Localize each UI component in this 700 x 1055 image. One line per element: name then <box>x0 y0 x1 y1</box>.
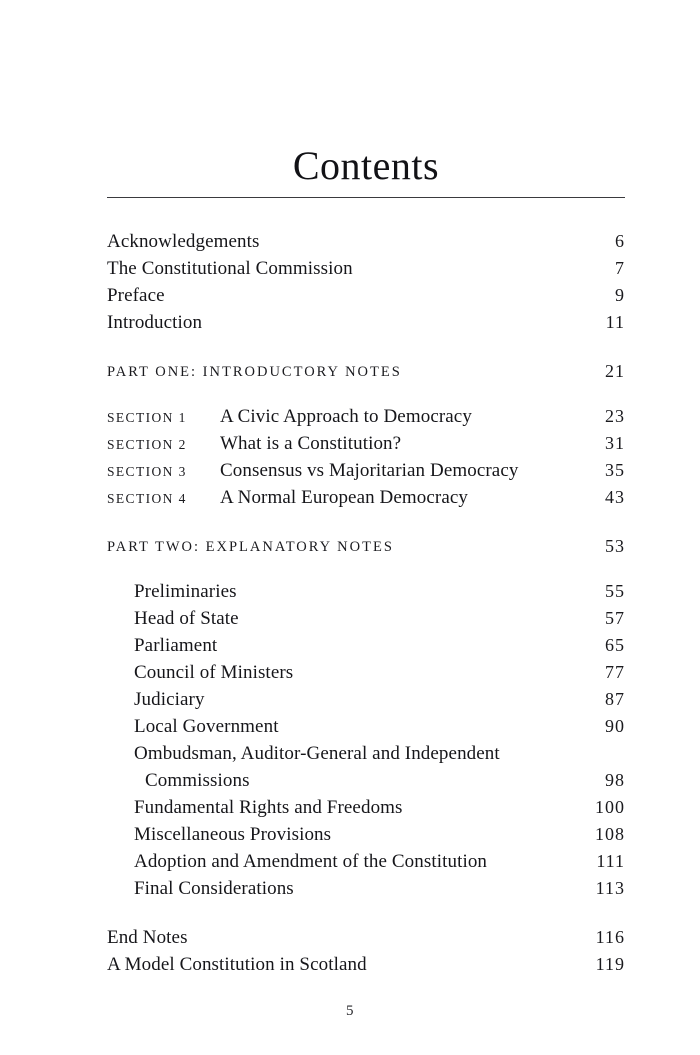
toc-entry-label: A Model Constitution in Scotland <box>107 954 367 975</box>
toc-entry-page: 9 <box>615 285 625 305</box>
toc-entry-page: 11 <box>605 312 625 332</box>
toc-entry[interactable] <box>107 951 625 978</box>
toc-section-tag: SECTION 3 <box>107 464 187 479</box>
toc-entry-page: 6 <box>615 231 625 251</box>
toc-entry-page: 116 <box>595 927 625 947</box>
toc-section-tag: SECTION 4 <box>107 491 187 506</box>
toc-entry-label: Preface <box>107 285 165 306</box>
toc-section-tag: SECTION 1 <box>107 410 187 425</box>
toc-entry-label: Head of State <box>134 608 239 629</box>
toc-entry[interactable] <box>107 605 625 632</box>
toc-entry-page: 113 <box>595 878 625 898</box>
toc-entry-page: 108 <box>595 824 625 844</box>
toc-section-entry[interactable] <box>107 403 625 430</box>
toc-section-label: Consensus vs Majoritarian Democracy <box>220 460 519 481</box>
toc-section-label: What is a Constitution? <box>220 433 402 454</box>
toc-entry[interactable] <box>107 740 625 767</box>
toc-entry[interactable] <box>107 255 625 282</box>
toc-entry-page: 77 <box>605 662 625 682</box>
toc-section-entry[interactable] <box>107 457 625 484</box>
toc-entry[interactable] <box>107 632 625 659</box>
group-spacer <box>107 902 625 924</box>
toc-entry-label: Commissions <box>145 770 250 791</box>
toc-part-label: PART ONE: INTRODUCTORY NOTES <box>107 364 402 380</box>
toc-entry[interactable] <box>107 794 625 821</box>
toc-section-entry[interactable] <box>107 484 625 511</box>
toc-entry[interactable] <box>107 821 625 848</box>
toc-entry[interactable] <box>107 578 625 605</box>
toc-entry[interactable] <box>107 659 625 686</box>
toc-entry-label: Acknowledgements <box>107 231 260 252</box>
toc-entry-label: Final Considerations <box>134 878 294 899</box>
toc-entry[interactable] <box>107 228 625 255</box>
toc-section-entry[interactable] <box>107 430 625 457</box>
toc-section-page: 43 <box>605 487 625 507</box>
group-spacer <box>107 336 625 358</box>
toc-entry[interactable] <box>107 924 625 951</box>
toc-entry-label: Parliament <box>134 635 218 656</box>
toc-section-page: 31 <box>605 433 625 453</box>
toc-entry-page: 55 <box>605 581 625 601</box>
toc-part-heading-two[interactable] <box>107 533 625 560</box>
toc-section-page: 35 <box>605 460 625 480</box>
page-title: Contents <box>292 143 440 188</box>
toc-entry[interactable] <box>107 686 625 713</box>
toc-part-page: 21 <box>605 361 625 381</box>
toc-part-page: 53 <box>605 536 625 556</box>
toc-entry[interactable] <box>107 713 625 740</box>
toc-entry-label: Judiciary <box>134 689 205 710</box>
toc-entry-page: 111 <box>596 851 625 871</box>
toc-entry[interactable] <box>107 848 625 875</box>
toc-entry-continuation[interactable] <box>107 767 625 794</box>
toc-entry[interactable] <box>107 875 625 902</box>
toc-entry-page: 98 <box>605 770 625 790</box>
toc-section-page: 23 <box>605 406 625 426</box>
toc-part-heading-one[interactable] <box>107 358 625 385</box>
toc-entry[interactable] <box>107 309 625 336</box>
toc-entry-label: Council of Ministers <box>134 662 294 683</box>
toc-entry-label: Adoption and Amendment of the Constitution <box>134 851 488 872</box>
toc-entry-label: End Notes <box>107 927 188 948</box>
toc-part-label: PART TWO: EXPLANATORY NOTES <box>107 539 394 555</box>
toc-entry-label: The Constitutional Commission <box>107 258 353 279</box>
toc-entry-label: Introduction <box>107 312 203 333</box>
group-spacer <box>107 385 625 403</box>
toc-entry-page: 7 <box>615 258 625 278</box>
toc-entry-page: 90 <box>605 716 625 736</box>
toc-entry[interactable] <box>107 282 625 309</box>
group-spacer <box>107 511 625 533</box>
toc-entry-page: 87 <box>605 689 625 709</box>
toc-entry-page: 65 <box>605 635 625 655</box>
toc-entry-label: Fundamental Rights and Freedoms <box>134 797 403 818</box>
toc-entry-page: 57 <box>605 608 625 628</box>
toc-entry-page: 100 <box>595 797 625 817</box>
toc-entry-label: Ombudsman, Auditor-General and Independent <box>134 743 500 764</box>
page-folio: 5 <box>346 1003 354 1019</box>
toc-section-tag: SECTION 2 <box>107 437 187 452</box>
toc-entry-label: Preliminaries <box>134 581 237 602</box>
toc-section-label: A Civic Approach to Democracy <box>220 406 472 427</box>
toc-entry-page: 119 <box>595 954 625 974</box>
title-divider <box>107 197 625 198</box>
toc-entry-label: Miscellaneous Provisions <box>134 824 332 845</box>
toc-entry-list <box>107 228 625 978</box>
toc-entry-label: Local Government <box>134 716 279 737</box>
toc-section-label: A Normal European Democracy <box>220 487 469 508</box>
group-spacer <box>107 560 625 578</box>
